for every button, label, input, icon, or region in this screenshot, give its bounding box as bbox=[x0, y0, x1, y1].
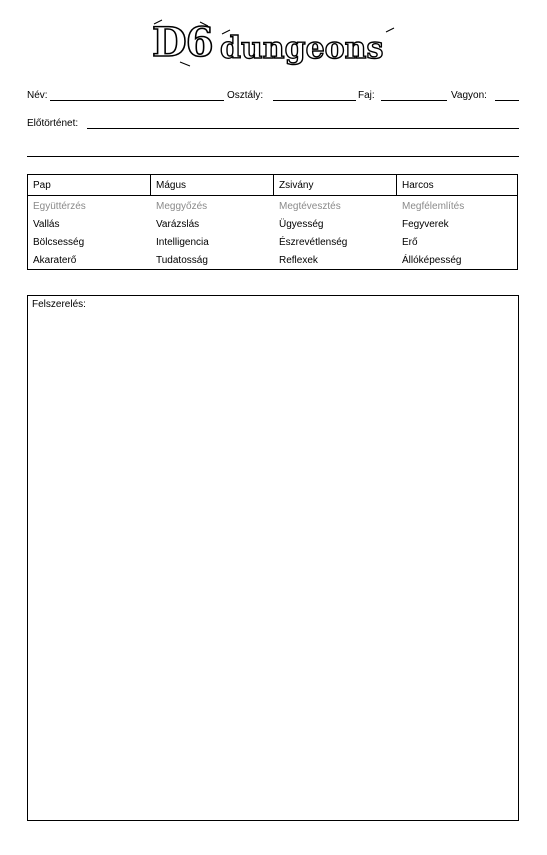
identity-row bbox=[27, 90, 519, 104]
column-divider bbox=[150, 175, 151, 195]
wealth-field[interactable] bbox=[495, 100, 519, 101]
classes-table bbox=[27, 174, 518, 270]
class-label: Osztály: bbox=[227, 90, 264, 101]
class-stat: Vallás bbox=[33, 219, 60, 230]
race-label: Faj: bbox=[358, 90, 375, 101]
class-name: Harcos bbox=[402, 180, 434, 191]
equipment-box[interactable] bbox=[27, 295, 519, 821]
class-stat: Állóképesség bbox=[402, 255, 462, 266]
name-label: Név: bbox=[27, 90, 48, 101]
equipment-label: Felszerelés: bbox=[32, 299, 86, 310]
backstory-field-line-1[interactable] bbox=[87, 128, 519, 129]
class-stat: Együttérzés bbox=[33, 201, 86, 212]
class-stat: Megtévesztés bbox=[279, 201, 341, 212]
class-stat: Fegyverek bbox=[402, 219, 449, 230]
svg-text:D6: D6 bbox=[152, 19, 213, 66]
class-stat: Akaraterő bbox=[33, 255, 77, 266]
class-stat: Varázslás bbox=[156, 219, 200, 230]
class-name: Mágus bbox=[156, 180, 187, 191]
class-stat: Bölcsesség bbox=[33, 237, 85, 248]
class-stat: Észrevétlenség bbox=[279, 237, 348, 248]
class-stat: Reflexek bbox=[279, 255, 318, 266]
class-stat: Intelligencia bbox=[156, 237, 209, 248]
backstory-label: Előtörténet: bbox=[27, 118, 79, 129]
wealth-label: Vagyon: bbox=[451, 90, 487, 101]
d6-dungeons-logo bbox=[150, 14, 396, 68]
backstory-row bbox=[27, 118, 519, 132]
class-stat: Tudatosság bbox=[156, 255, 208, 266]
class-field[interactable] bbox=[273, 100, 356, 101]
race-field[interactable] bbox=[381, 100, 447, 101]
class-stat: Erő bbox=[402, 237, 418, 248]
column-divider bbox=[273, 175, 274, 195]
class-stat: Meggyőzés bbox=[156, 201, 208, 212]
column-divider bbox=[396, 175, 397, 195]
class-stat: Ügyesség bbox=[279, 219, 324, 230]
backstory-field-line-2[interactable] bbox=[27, 156, 519, 157]
class-name: Pap bbox=[33, 180, 51, 191]
class-stat: Megfélemlítés bbox=[402, 201, 465, 212]
class-name: Zsivány bbox=[279, 180, 314, 191]
name-field[interactable] bbox=[50, 100, 224, 101]
svg-text:dungeons: dungeons bbox=[220, 31, 384, 66]
